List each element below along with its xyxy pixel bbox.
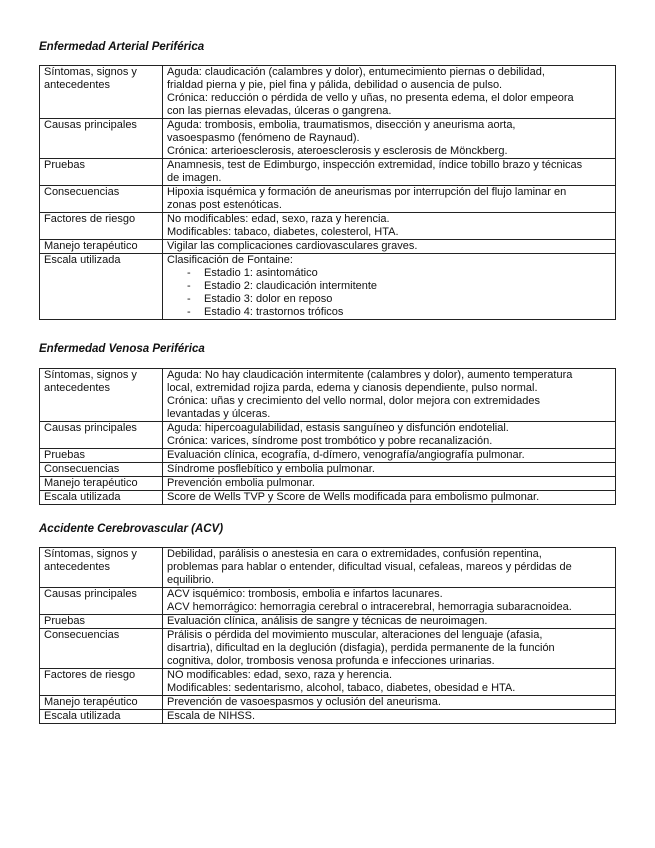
table-row — [40, 186, 616, 213]
table-row — [40, 159, 616, 186]
row-value-line: vasoespasmo (fenómeno de Raynaud). — [167, 132, 360, 144]
row-value-cell — [163, 369, 616, 422]
row-label: Consecuencias — [44, 463, 120, 475]
table-row — [40, 119, 616, 159]
row-value-line: zonas post estenóticas. — [167, 199, 282, 211]
row-value-line: Aguda: hipercoagulabilidad, estasis sanguíneo y disfunción endotelial. — [167, 422, 509, 434]
row-value-cell — [163, 449, 616, 463]
row-label-cell — [40, 463, 163, 477]
table-row — [40, 254, 616, 320]
row-label: Causas principales — [44, 588, 137, 600]
row-value-line: Aguda: No hay claudicación intermitente (calambres y dolor), aumento temperatura — [167, 369, 573, 381]
row-value-cell — [163, 422, 616, 449]
table-row — [40, 449, 616, 463]
list-item — [167, 293, 611, 306]
row-value-line: Modificables: tabaco, diabetes, colesterol, HTA. — [167, 226, 399, 238]
row-label-cell — [40, 696, 163, 710]
row-value-line: Prálisis o pérdida del movimiento muscular, alteraciones del lenguaje (afasia, — [167, 629, 543, 641]
table-row — [40, 615, 616, 629]
row-value-cell — [163, 629, 616, 669]
table-row — [40, 422, 616, 449]
row-value-line: local, extremidad rojiza parda, edema y cianosis dependiente, pulso normal. — [167, 382, 538, 394]
row-value-line: Modificables: sedentarismo, alcohol, tabaco, diabetes, obesidad e HTA. — [167, 682, 516, 694]
row-value-line: Prevención embolia pulmonar. — [167, 477, 315, 489]
row-label-cell — [40, 186, 163, 213]
bullet-dash: - — [187, 267, 191, 279]
row-label-cell — [40, 159, 163, 186]
row-label-cell — [40, 669, 163, 696]
row-value-cell — [163, 548, 616, 588]
section-title-arterial: Enfermedad Arterial Periférica — [39, 41, 205, 53]
section-title-acv: Accidente Cerebrovascular (ACV) — [39, 523, 224, 535]
bullet-text: Estadio 4: trastornos tróficos — [204, 306, 344, 318]
bullet-text: Estadio 2: claudicación intermitente — [204, 280, 378, 292]
row-value-line: Crónica: uñas y crecimiento del vello normal, dolor mejora con extremidades — [167, 395, 540, 407]
row-label: Pruebas — [44, 159, 85, 171]
row-value-cell — [163, 491, 616, 505]
row-value-cell — [163, 66, 616, 119]
table-row — [40, 477, 616, 491]
row-value-cell — [163, 696, 616, 710]
row-value-line: ACV hemorrágico: hemorragia cerebral o intracerebral, hemorragia subaracnoidea. — [167, 601, 572, 613]
row-label: Escala utilizada — [44, 710, 121, 722]
table-row — [40, 491, 616, 505]
list-item — [167, 280, 611, 293]
row-value-line: Hipoxia isquémica y formación de aneurismas por interrupción del flujo laminar en — [167, 186, 567, 198]
row-value-line: Anamnesis, test de Edimburgo, inspección extremidad, índice tobillo brazo y técnicas — [167, 159, 583, 171]
row-label: Pruebas — [44, 449, 85, 461]
table-row — [40, 588, 616, 615]
row-value-cell — [163, 186, 616, 213]
bullet-dash: - — [187, 306, 191, 318]
row-label-cell — [40, 66, 163, 119]
section-title-venosa: Enfermedad Venosa Periférica — [39, 343, 205, 355]
row-label: Factores de riesgo — [44, 213, 136, 225]
row-value-line: Score de Wells TVP y Score de Wells modificada para embolismo pulmonar. — [167, 491, 540, 503]
venosa-table — [39, 368, 616, 505]
row-label: Pruebas — [44, 615, 85, 627]
row-value-line: Evaluación clínica, análisis de sangre y técnicas de neuroimagen. — [167, 615, 488, 627]
row-label-cell — [40, 213, 163, 240]
row-label: antecedentes — [44, 79, 111, 91]
row-label: Escala utilizada — [44, 254, 121, 266]
row-label: Manejo terapéutico — [44, 240, 138, 252]
table-row — [40, 369, 616, 422]
table-row — [40, 669, 616, 696]
row-value-line: Clasificación de Fontaine: — [167, 254, 293, 266]
acv-table — [39, 547, 616, 724]
row-label-cell — [40, 588, 163, 615]
row-label: Síntomas, signos y — [44, 369, 137, 381]
table-row — [40, 463, 616, 477]
table-row — [40, 710, 616, 724]
row-value-line: problemas para hablar o entender, dificultad visual, cefaleas, mareos y pérdidas de — [167, 561, 572, 573]
table-row — [40, 629, 616, 669]
row-label-cell — [40, 422, 163, 449]
row-value-line: cognitiva, dolor, trombosis venosa profunda e infecciones urinarias. — [167, 655, 495, 667]
row-value-line: Vigilar las complicaciones cardiovasculares graves. — [167, 240, 418, 252]
row-label-cell — [40, 710, 163, 724]
row-value-cell — [163, 240, 616, 254]
row-value-cell — [163, 254, 616, 320]
row-value-line: Crónica: reducción o pérdida de vello y uñas, no presenta edema, el dolor empeora — [167, 92, 574, 104]
row-label-cell — [40, 548, 163, 588]
row-value-line: disartria), dificultad en la deglución (disfagia), perdida permanente de la función — [167, 642, 555, 654]
row-label: Síntomas, signos y — [44, 66, 137, 78]
bullet-dash: - — [187, 280, 191, 292]
table-row — [40, 696, 616, 710]
row-label-cell — [40, 449, 163, 463]
row-value-line: No modificables: edad, sexo, raza y herencia. — [167, 213, 390, 225]
list-item — [167, 306, 611, 319]
table-row — [40, 66, 616, 119]
table-row — [40, 548, 616, 588]
row-value-line: Aguda: claudicación (calambres y dolor), entumecimiento piernas o debilidad, — [167, 66, 545, 78]
row-label: Consecuencias — [44, 629, 120, 641]
row-label-cell — [40, 615, 163, 629]
row-value-cell — [163, 119, 616, 159]
row-label: Manejo terapéutico — [44, 477, 138, 489]
row-label-cell — [40, 240, 163, 254]
bullet-dash: - — [187, 293, 191, 305]
row-value-line: Crónica: arterioesclerosis, ateroesclerosis y esclerosis de Mönckberg. — [167, 145, 508, 157]
bullet-text: Estadio 1: asintomático — [204, 267, 318, 279]
row-label: Factores de riesgo — [44, 669, 136, 681]
row-label-cell — [40, 369, 163, 422]
row-label: Escala utilizada — [44, 491, 121, 503]
row-value-line: Evaluación clínica, ecografía, d-dímero, venografía/angiografía pulmonar. — [167, 449, 525, 461]
row-value-cell — [163, 588, 616, 615]
row-value-line: con las piernas elevadas, úlceras o gangrena. — [167, 105, 392, 117]
row-value-cell — [163, 615, 616, 629]
row-value-cell — [163, 710, 616, 724]
row-value-line: frialdad pierna y pie, piel fina y pálida, debilidad o ausencia de pulso. — [167, 79, 503, 91]
bullet-text: Estadio 3: dolor en reposo — [204, 293, 333, 305]
table-row — [40, 213, 616, 240]
row-value-line: Prevención de vasoespasmos y oclusión del aneurisma. — [167, 696, 441, 708]
row-value-line: equilibrio. — [167, 574, 215, 586]
table-row — [40, 240, 616, 254]
row-label: Consecuencias — [44, 186, 120, 198]
row-label: Causas principales — [44, 119, 137, 131]
row-label: Síntomas, signos y — [44, 548, 137, 560]
row-value-cell — [163, 463, 616, 477]
arterial-table — [39, 65, 616, 320]
row-label: antecedentes — [44, 382, 111, 394]
list-item — [167, 267, 611, 280]
row-value-line: Debilidad, parálisis o anestesia en cara o extremidades, confusión repentina, — [167, 548, 542, 560]
row-label-cell — [40, 254, 163, 320]
row-value-line: ACV isquémico: trombosis, embolia e infartos lacunares. — [167, 588, 443, 600]
row-label-cell — [40, 491, 163, 505]
row-label-cell — [40, 119, 163, 159]
row-value-cell — [163, 159, 616, 186]
row-label-cell — [40, 477, 163, 491]
row-label: Causas principales — [44, 422, 137, 434]
row-value-line: Crónica: varices, síndrome post trombótico y pobre recanalización. — [167, 435, 493, 447]
row-label: antecedentes — [44, 561, 111, 573]
row-value-cell — [163, 213, 616, 240]
row-value-line: NO modificables: edad, sexo, raza y herencia. — [167, 669, 393, 681]
row-value-line: Escala de NIHSS. — [167, 710, 256, 722]
row-value-line: Síndrome posflebítico y embolia pulmonar. — [167, 463, 375, 475]
row-value-cell — [163, 669, 616, 696]
row-value-cell — [163, 477, 616, 491]
row-label: Manejo terapéutico — [44, 696, 138, 708]
row-value-line: Aguda: trombosis, embolia, traumatismos, disección y aneurisma aorta, — [167, 119, 516, 131]
row-value-line: levantadas y úlceras. — [167, 408, 271, 420]
row-value-line: de imagen. — [167, 172, 222, 184]
row-label-cell — [40, 629, 163, 669]
